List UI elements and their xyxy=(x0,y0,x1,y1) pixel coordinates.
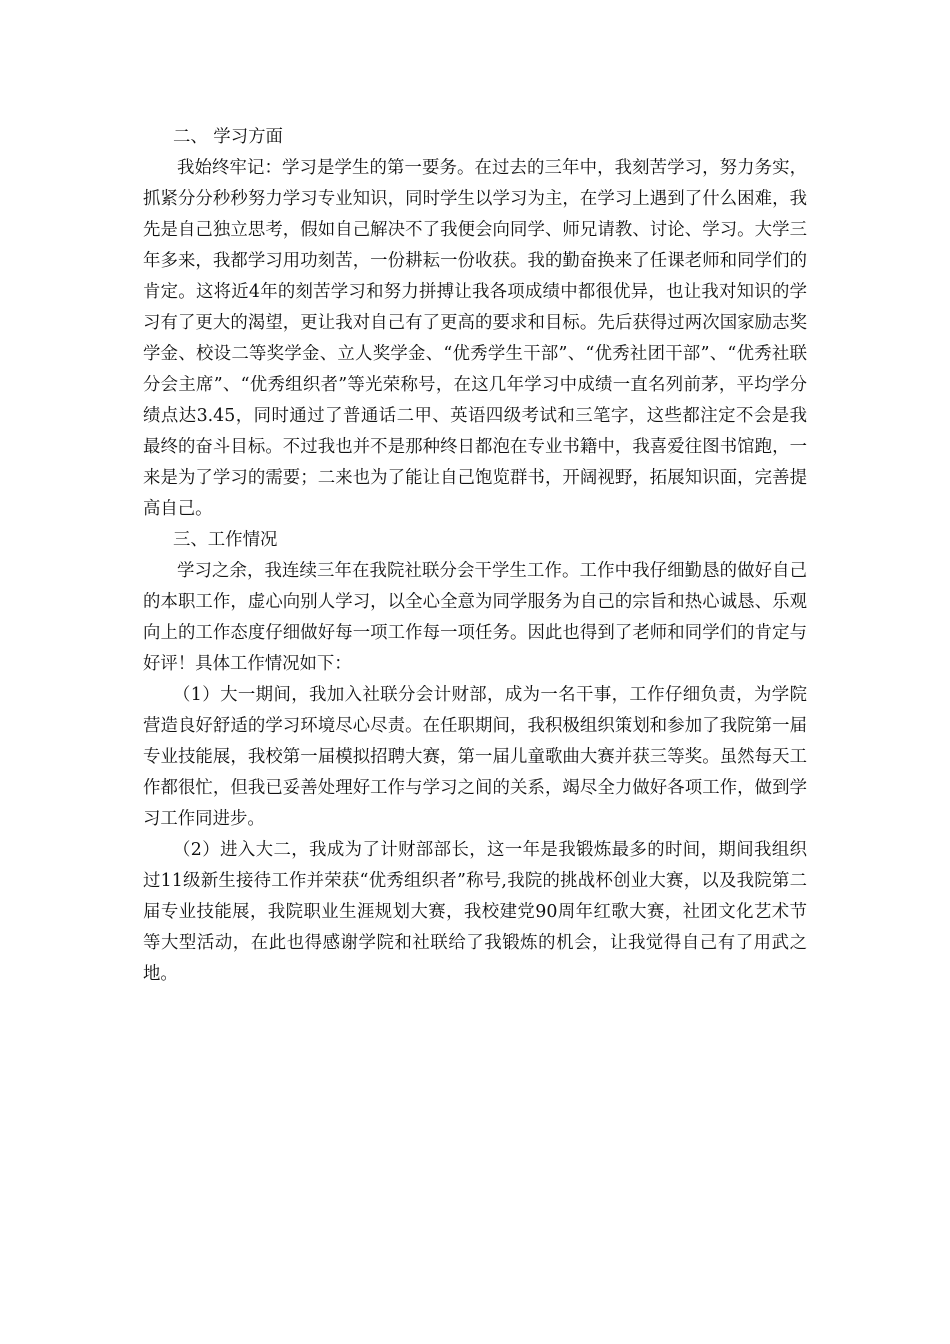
paragraph-study: 我始终牢记：学习是学生的第一要务。在过去的三年中，我刻苦学习，努力务实，抓紧分分秒秒努力学习专业知识，同时学生以学习为主，在学习上遇到了什么困难，我先是自己独立思考，假如自己解决不了我便会向同学、师兄请教、讨论、学习。大学三年多来，我都学习用功刻苦，一份耕耘一份收获。我的勤奋换来了任课老师和同学们的肯定。这将近4年的刻苦学习和努力拼搏让我各项成绩中都很优异，也让我对知识的学习有了更大的渴望，更让我对自己有了更高的要求和目标。先后获得过两次国家励志奖学金、校设二等奖学金、立人奖学金、“优秀学生干部”、“优秀社团干部”、“优秀社联分会主席”、“优秀组织者”等光荣称号，在这几年学习中成绩一直名列前茅，平均学分绩点达3.45，同时通过了普通话二甲、英语四级考试和三笔字，这些都注定不会是我最终的奋斗目标。不过我也并不是那种终日都泡在专业书籍中，我喜爱往图书馆跑，一来是为了学习的需要；二来也为了能让自己饱览群书，开阔视野，拓展知识面，完善提高自己。 xyxy=(143,158,807,519)
section-heading-study: 二、 学习方面 xyxy=(173,127,283,147)
list-item-year-two: （2）进入大二，我成为了计财部部长，这一年是我锻炼最多的时间，期间我组织过11级新生接待工作并荣获“优秀组织者”称号,我院的挑战杯创业大赛，以及我院第二届专业技能展，我院职业生涯规划大赛，我校建党90周年红歌大赛，社团文化艺术节等大型活动，在此也得感谢学院和社联给了我锻炼的机会，让我觉得自己有了用武之地。 xyxy=(143,840,807,984)
document-body xyxy=(143,122,807,990)
list-item-year-one: （1）大一期间，我加入社联分会计财部，成为一名干事，工作仔细负责，为学院营造良好舒适的学习环境尽心尽责。在任职期间，我积极组织策划和参加了我院第一届专业技能展，我校第一届模拟招聘大赛，第一届儿童歌曲大赛并获三等奖。虽然每天工作都很忙，但我已妥善处理好工作与学习之间的关系，竭尽全力做好各项工作，做到学习工作同进步。 xyxy=(143,685,807,829)
paragraph-work-intro: 学习之余，我连续三年在我院社联分会干学生工作。工作中我仔细勤恳的做好自己的本职工作，虚心向别人学习，以全心全意为同学服务为自己的宗旨和热心诚恳、乐观向上的工作态度仔细做好每一项工作每一项任务。因此也得到了老师和同学们的肯定与好评！具体工作情况如下： xyxy=(143,561,807,674)
section-heading-work: 三、工作情况 xyxy=(173,530,278,550)
